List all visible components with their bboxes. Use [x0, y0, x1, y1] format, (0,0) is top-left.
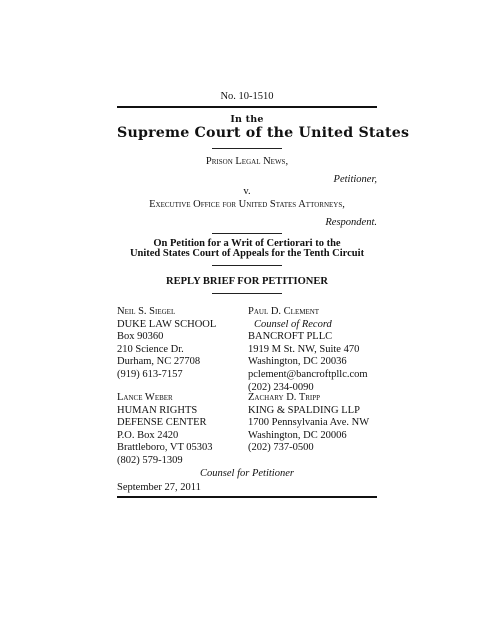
respondent-role: Respondent. — [325, 217, 377, 228]
parties-divider — [212, 233, 282, 234]
counsel-line: HUMAN RIGHTS — [117, 404, 198, 416]
court-divider — [212, 148, 282, 149]
counsel-line: DEFENSE CENTER — [117, 417, 207, 429]
counsel-line: (919) 613-7157 — [117, 368, 183, 380]
counsel-weber — [117, 392, 213, 468]
counsel-tripp — [248, 392, 369, 455]
petition-line-1: On Petition for a Writ of Certiorari to the — [153, 238, 341, 249]
counsel-line: Box 90360 — [117, 331, 164, 343]
counsel-line: Brattleboro, VT 05303 — [117, 442, 213, 454]
top-rule — [117, 106, 377, 108]
title-divider — [212, 293, 282, 294]
counsel-name: Neil S. Siegel — [117, 306, 176, 317]
brief-title: REPLY BRIEF FOR PETITIONER — [166, 276, 328, 287]
court-name: Supreme Court of the United States — [117, 125, 410, 141]
counsel-of-record: Counsel of Record — [254, 318, 332, 330]
counsel-line: 210 Science Dr. — [117, 343, 184, 355]
counsel-line: 1700 Pennsylvania Ave. NW — [248, 417, 370, 429]
counsel-line: (202) 234-0090 — [248, 381, 314, 393]
petition-line-2: United States Court of Appeals for the Tenth Circuit — [129, 248, 365, 259]
counsel-name: Lance Weber — [117, 392, 173, 403]
counsel-clement — [248, 306, 368, 394]
counsel-line: 1919 M St. NW, Suite 470 — [248, 343, 360, 355]
bottom-rule — [117, 496, 377, 498]
counsel-name: Paul D. Clement — [248, 306, 320, 317]
petition-divider — [212, 265, 282, 266]
counsel-line: (802) 579-1309 — [117, 454, 183, 466]
counsel-line: BANCROFT PLLC — [248, 331, 333, 343]
docket-number: No. 10-1510 — [220, 91, 274, 102]
counsel-line: DUKE LAW SCHOOL — [117, 318, 217, 330]
court-in-the: In the — [230, 114, 264, 125]
counsel-line: P.O. Box 2420 — [117, 429, 179, 441]
petitioner-name: Prison Legal News, — [205, 156, 289, 167]
counsel-siegel — [117, 306, 216, 382]
counsel-for-petitioner: Counsel for Petitioner — [200, 468, 294, 479]
counsel-line: Durham, NC 27708 — [117, 356, 201, 368]
counsel-name: Zachary D. Tripp — [248, 392, 321, 403]
filing-date: September 27, 2011 — [117, 482, 201, 493]
counsel-line: KING & SPALDING LLP — [248, 404, 360, 416]
respondent-name: Executive Office for United States Attorneys, — [149, 199, 345, 210]
versus: v. — [243, 186, 251, 197]
counsel-line: Washington, DC 20036 — [248, 356, 347, 368]
counsel-line: (202) 737-0500 — [248, 442, 314, 454]
petitioner-role: Petitioner, — [333, 174, 377, 185]
counsel-line: Washington, DC 20006 — [248, 429, 347, 441]
counsel-line: pclement@bancroftpllc.com — [248, 368, 368, 380]
